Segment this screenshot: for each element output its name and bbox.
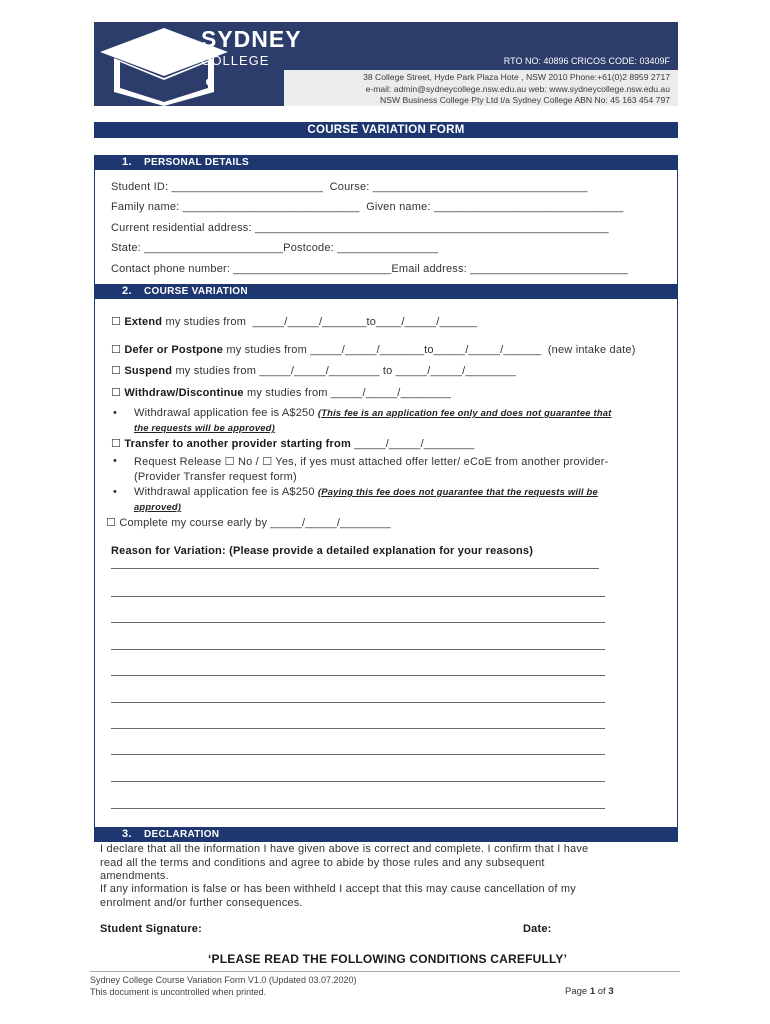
reason-line[interactable]: [111, 622, 605, 623]
checkbox-icon[interactable]: ☐: [111, 365, 122, 377]
withdraw-option[interactable]: [111, 386, 451, 399]
withdraw-fee-note: (This fee is an application fee only and does not guarantee that: [317, 407, 612, 418]
withdraw-label: Withdraw/Discontinue: [124, 387, 244, 399]
page-current: 1: [589, 986, 596, 997]
reason-for-variation-label: Reason for Variation: (Please provide a detailed explanation for your reasons): [111, 545, 534, 557]
reason-line[interactable]: [111, 728, 605, 729]
withdraw-fee-text: [134, 407, 612, 419]
phone-email-field[interactable]: Contact phone number: _________________________Email address: _________________________: [111, 263, 629, 275]
checkbox-icon[interactable]: ☐: [111, 438, 122, 450]
page-label: Page: [565, 986, 590, 997]
brand-subtitle: COLLEGE: [201, 53, 270, 68]
extend-label: Extend: [124, 316, 163, 328]
transfer-fee-note-2: approved): [134, 501, 182, 512]
section-declaration-header: [94, 827, 678, 842]
section-personal-details-header: [94, 155, 678, 170]
section-course-variation-header: [94, 284, 678, 299]
reason-line[interactable]: [111, 596, 605, 597]
transfer-fee-note: (Paying this fee does not guarantee that the requests will be: [317, 486, 598, 497]
declaration-text-2: read all the terms and conditions and agree to abide by those rules and any subsequent: [100, 857, 545, 869]
bullet-icon: •: [113, 486, 118, 498]
defer-option[interactable]: [111, 343, 636, 356]
transfer-option[interactable]: [111, 437, 474, 450]
reason-line[interactable]: [111, 675, 605, 676]
form-title: COURSE VARIATION FORM: [94, 122, 678, 138]
section-title: COURSE VARIATION: [144, 286, 248, 297]
bullet-icon: •: [113, 455, 118, 467]
section-number: 1.: [122, 156, 132, 168]
transfer-fee: Withdrawal application fee is A$250: [134, 486, 318, 498]
provider-transfer-note: (Provider Transfer request form): [134, 471, 297, 483]
rto-cricos-code: RTO NO: 40896 CRICOS CODE: 03409F: [503, 56, 670, 66]
section-title: PERSONAL DETAILS: [144, 157, 249, 168]
footer-divider: [90, 971, 680, 972]
extend-dates[interactable]: my studies from _____/_____/_______to____/_____/______: [162, 316, 478, 328]
footer-uncontrolled-note: This document is uncontrolled when printed.: [90, 987, 267, 997]
transfer-fee-note-cont: [134, 501, 181, 513]
course-variation-box: [94, 299, 678, 827]
state-postcode-field[interactable]: State: ______________________Postcode: ________________: [111, 242, 439, 254]
reason-line[interactable]: [111, 568, 599, 569]
transfer-fee-text: [134, 486, 598, 498]
residential-address-field[interactable]: Current residential address: ________________________________________________________: [111, 222, 609, 234]
checkbox-icon[interactable]: ☐: [111, 316, 122, 328]
withdraw-fee-note-cont: [134, 422, 275, 434]
conditions-heading: ‘PLEASE READ THE FOLLOWING CONDITIONS CAREFULLY’: [208, 952, 568, 966]
page-number: [565, 986, 614, 997]
declaration-text-1: I declare that all the information I have given above is correct and complete. I confirm that I have: [100, 843, 589, 855]
brand-name: SYDNEY: [201, 26, 302, 52]
contact-line: e-mail: admin@sydneycollege.nsw.edu.au web: www.sydneycollege.nsw.edu.au: [365, 83, 670, 94]
address-line: 38 College Street, Hyde Park Plaza Hote , NSW 2010 Phone:+61(0)2 8959 2717: [363, 72, 670, 82]
reason-line[interactable]: [111, 649, 605, 650]
checkbox-icon[interactable]: ☐: [111, 387, 122, 399]
complete-early-option[interactable]: ☐ Complete my course early by _____/_____/________: [106, 517, 391, 529]
withdraw-fee: Withdrawal application fee is A$250: [134, 407, 318, 419]
declaration-text-3: amendments.: [100, 870, 169, 882]
defer-label: Defer or Postpone: [124, 344, 224, 356]
suspend-label: Suspend: [124, 365, 173, 377]
section-number: 2.: [122, 285, 132, 297]
checkbox-icon[interactable]: ☐: [111, 344, 122, 356]
section-title: DECLARATION: [144, 829, 220, 840]
extend-option[interactable]: [111, 315, 477, 328]
student-signature-label[interactable]: Student Signature:: [100, 923, 202, 935]
reason-line[interactable]: [111, 781, 605, 782]
reason-line[interactable]: [111, 808, 605, 809]
transfer-label: Transfer to another provider starting from: [124, 438, 351, 450]
declaration-text-4: If any information is false or has been withheld I accept that this may cause cancellation of my: [100, 883, 576, 895]
abn-line: NSW Business College Pty Ltd t/a Sydney College ABN No: 45 163 454 797: [380, 95, 670, 105]
declaration-text-5: enrolment and/or further consequences.: [100, 897, 303, 909]
request-release-text[interactable]: Request Release ☐ No / ☐ Yes, if yes must attached offer letter/ eCoE from another provider-: [134, 456, 609, 468]
page-total: 3: [608, 986, 614, 997]
college-address-block: [284, 70, 678, 106]
withdraw-fee-note-2: the requests will be approved): [134, 422, 275, 433]
reason-line[interactable]: [111, 702, 605, 703]
date-label[interactable]: Date:: [523, 923, 552, 935]
student-id-course-field[interactable]: Student ID: ________________________ Course: __________________________________: [111, 181, 588, 193]
footer-version: Sydney College Course Variation Form V1.0 (Updated 03.07.2020): [90, 975, 357, 985]
suspend-dates[interactable]: my studies from _____/_____/________ to _____/_____/________: [172, 365, 516, 377]
reason-line[interactable]: [111, 754, 605, 755]
suspend-option[interactable]: [111, 364, 516, 377]
defer-dates[interactable]: my studies from _____/_____/_______to_____/_____/______ (new intake date): [223, 344, 636, 356]
page-of: of: [595, 986, 609, 997]
section-number: 3.: [122, 828, 132, 840]
withdraw-dates[interactable]: my studies from _____/_____/________: [243, 387, 452, 399]
transfer-date[interactable]: _____/_____/________: [350, 438, 475, 450]
college-header: [94, 22, 678, 106]
family-given-name-field[interactable]: Family name: ____________________________ Given name: ______________________________: [111, 201, 624, 213]
bullet-icon: •: [113, 407, 118, 419]
